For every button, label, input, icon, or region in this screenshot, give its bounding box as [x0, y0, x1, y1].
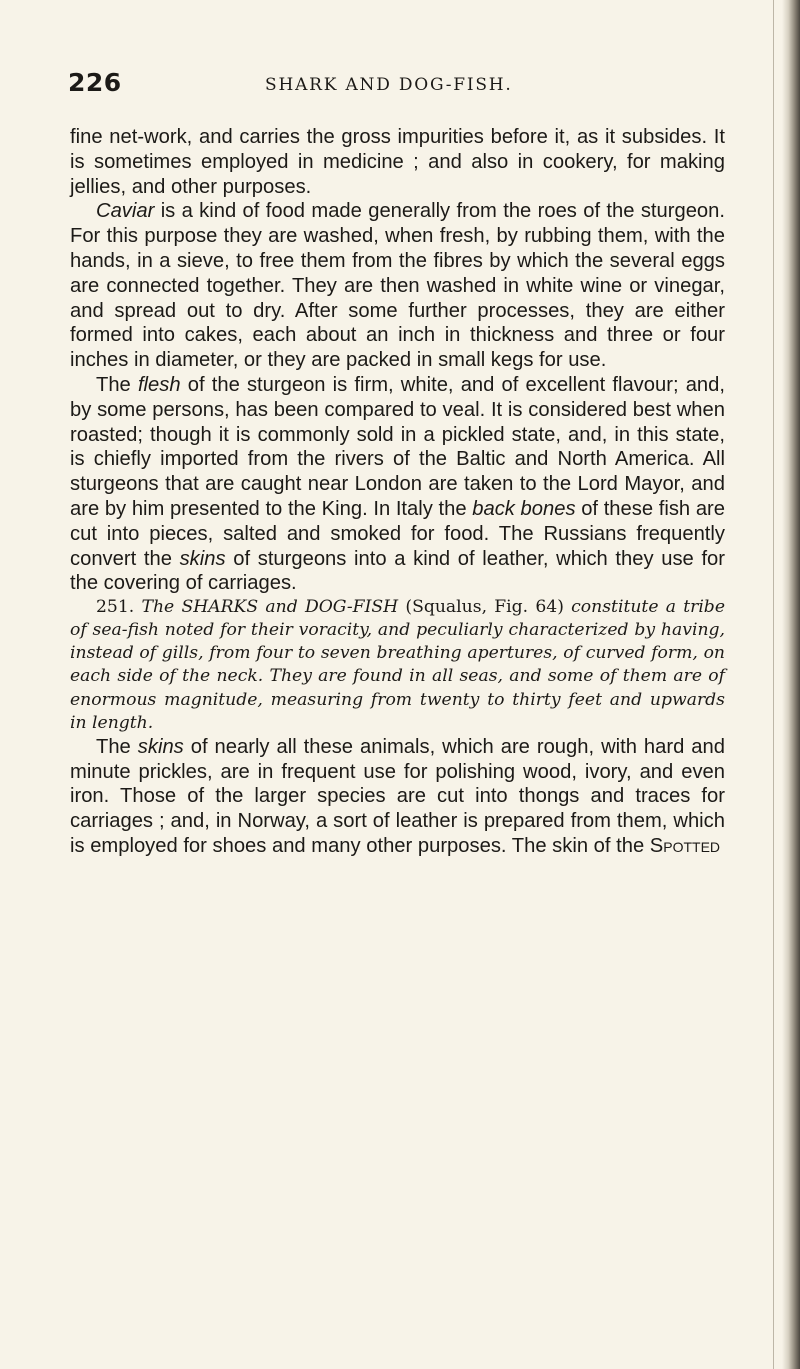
flesh-text-a: of the sturgeon is firm, white, and of excellent flavour; and, by some persons, has been compared to veal. It is considered best when roasted; though it is commonly sold in a pickled state, and, in this state, is chiefly imported from the rivers of the Baltic and North America. All sturgeons that are caught near London are taken to the Lord Mayor, and are by him presented to the King. In Italy the — [70, 373, 725, 520]
figure-reference: (Squalus, Fig. 64) — [398, 597, 564, 618]
term-flesh: flesh — [137, 373, 181, 396]
term-dog-fish: DOG-FISH — [304, 597, 399, 618]
term-skins: skins — [179, 547, 226, 570]
paragraph-isinglass: fine net-work, and carries the gross impurities before it, as it subsides. It is sometimes employed in medicine ; and also in cookery, for making jellies, and other purposes. — [70, 126, 725, 198]
flesh-intro: The — [96, 373, 138, 396]
caviar-text: is a kind of food made generally from the roes of the sturgeon. For this purpose they are washed, when fresh, by rubbing them, with the hands, in a sieve, to free them from the fibres by which the several eggs are connected together. They are then washed in white wine or vinegar, and spread out to dry. After some further processes, they are either formed into cakes, each about an inch in thickness and three or four inches in diameter, or they are packed in small kegs for use. — [70, 200, 725, 372]
running-head: SHARK AND DOG-FISH. — [265, 75, 513, 95]
sharks-description: constitute a tribe of sea-fish noted for their voracity, and peculiarly characterized by having, instead of gills, from four to seven breathing apertures, of curved form, on each side of the neck. They are found in all seas, and some of them are of enormous magnitude, measuring from twenty to thirty feet and upwards in length. — [70, 597, 725, 733]
paragraph-caviar — [70, 199, 725, 373]
paragraph-shark-skins — [70, 735, 725, 859]
section-number: 251. — [96, 597, 135, 618]
term-skins-shark: skins — [137, 735, 184, 758]
term-back-bones: back bones — [472, 497, 576, 520]
skins-intro: The — [96, 735, 138, 758]
term-sharks: SHARKS — [181, 597, 259, 618]
paragraph-sturgeon-flesh — [70, 373, 725, 596]
sharks-the: The — [134, 597, 182, 618]
page-binding-edge — [782, 0, 800, 1369]
body-text — [70, 125, 725, 859]
term-caviar: Caviar — [96, 200, 155, 223]
flesh-text-c: of sturgeons into a kind of leather, which they use for the covering of carriages. — [70, 547, 725, 595]
page-shadow-line — [773, 0, 774, 1369]
page-header — [68, 68, 728, 108]
skins-text: of nearly all these animals, which are rough, with hard and minute prickles, are in frequent use for polishing wood, ivory, and even iron. Those of the larger species are cut into thongs and traces for carriages ; and, in Norway, a sort of leather is prepared from them, which is employed for shoes and many other purposes. The skin of the — [70, 735, 725, 857]
flesh-text-b: of these fish are cut into pieces, salted and smoked for food. The Russians frequently convert the — [70, 497, 725, 570]
term-spotted: Spotted — [649, 834, 721, 857]
page-number: 226 — [68, 68, 122, 97]
paragraph-sharks-intro — [70, 596, 725, 735]
sharks-and: and — [258, 597, 305, 618]
